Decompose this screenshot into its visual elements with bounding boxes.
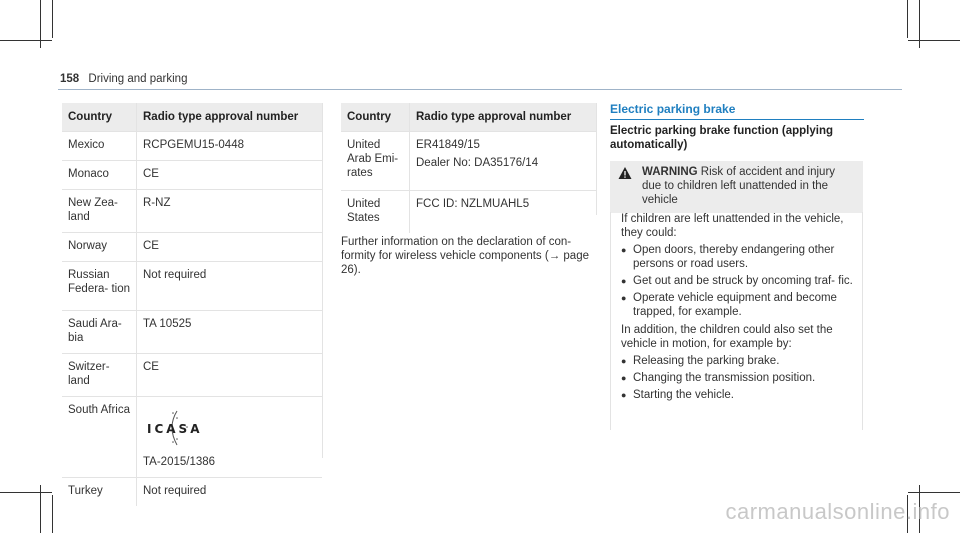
bullet-icon: ●	[621, 293, 627, 303]
country-cell: Saudi Ara- bia	[62, 311, 137, 354]
bullet-icon: ●	[621, 276, 627, 286]
table-row	[62, 233, 322, 262]
further-info-paragraph: Further information on the declaration of con- formity for wireless vehicle components (→ page 26).	[341, 236, 589, 276]
table-row	[62, 478, 322, 507]
approval-cell: CE	[137, 233, 323, 262]
table-row	[62, 397, 322, 478]
table-row	[62, 132, 322, 161]
country-cell: South Africa	[62, 397, 137, 478]
table-row	[62, 262, 322, 311]
icasa-text: ICASA	[147, 422, 203, 436]
warning-body	[610, 212, 863, 430]
approval-line: Dealer No: DA35176/14	[416, 157, 539, 169]
column-header-approval: Radio type approval number	[410, 103, 597, 132]
column-header-country: Country	[341, 103, 410, 132]
bullet-text: Open doors, thereby endangering other persons or road users.	[633, 244, 835, 270]
list-item	[621, 243, 862, 271]
approval-cell	[410, 132, 597, 191]
table-row	[62, 161, 322, 190]
warning-intro: If children are left unattended in the vehicle, they could:	[621, 213, 844, 239]
country-cell: Russian Federa- tion	[62, 262, 137, 311]
bullet-text: Operate vehicle equipment and become trapped, for example.	[633, 292, 837, 318]
bullet-text: Starting the vehicle.	[633, 389, 735, 401]
approval-cell	[137, 397, 323, 478]
bullet-icon: ●	[621, 373, 627, 383]
bullet-text: Releasing the parking brake.	[633, 355, 780, 367]
section-divider	[610, 119, 864, 120]
approval-cell: RCPGEMU15-0448	[137, 132, 323, 161]
approval-cell: Not required	[137, 478, 323, 507]
crop-mark	[0, 40, 52, 41]
warning-label: WARNING	[642, 166, 698, 178]
warning-addition: In addition, the children could also set the vehicle in motion, for example by:	[621, 324, 833, 350]
approval-cell: CE	[137, 161, 323, 190]
table-row	[62, 311, 322, 354]
approval-cell: TA 10525	[137, 311, 323, 354]
section-title: Electric parking brake	[610, 102, 736, 116]
country-cell: Norway	[62, 233, 137, 262]
country-cell: Monaco	[62, 161, 137, 190]
bullet-icon: ●	[621, 390, 627, 400]
approval-number: TA-2015/1386	[143, 456, 216, 468]
crop-mark	[0, 492, 52, 493]
column-header-approval: Radio type approval number	[137, 103, 323, 132]
approval-table-1	[62, 103, 322, 506]
bullet-icon: ●	[621, 245, 627, 255]
table-header-row	[341, 103, 596, 132]
section-name: Driving and parking	[88, 73, 188, 85]
bullet-icon: ●	[621, 356, 627, 366]
list-item	[621, 388, 862, 402]
crop-mark	[908, 492, 960, 493]
icasa-logo-icon	[147, 407, 237, 449]
crop-mark	[52, 495, 53, 533]
bullet-text: Get out and be struck by oncoming traf- fic.	[633, 275, 853, 287]
warning-box	[610, 161, 863, 213]
country-cell: Switzer- land	[62, 354, 137, 397]
table-row	[62, 354, 322, 397]
approval-cell: CE	[137, 354, 323, 397]
table-header-row	[62, 103, 322, 132]
subsection-title: Electric parking brake function (applying automatically)	[610, 125, 834, 151]
approval-cell: FCC ID: NZLMUAHL5	[410, 191, 597, 234]
country-cell: United Arab Emi- rates	[341, 132, 410, 191]
watermark: carmanualsonline.info	[725, 499, 950, 524]
approval-cell: R-NZ	[137, 190, 323, 233]
header-divider	[58, 89, 902, 90]
table-row	[341, 132, 596, 191]
list-item	[621, 291, 862, 319]
table-right-border	[596, 103, 597, 215]
bullet-text: Changing the transmission position.	[633, 372, 816, 384]
crop-mark	[908, 40, 960, 41]
country-cell: Turkey	[62, 478, 137, 507]
column-header-country: Country	[62, 103, 137, 132]
approval-line: ER41849/15	[416, 139, 480, 151]
crop-mark	[52, 0, 53, 38]
country-cell: United States	[341, 191, 410, 234]
page-number: 158	[60, 73, 80, 85]
list-item	[621, 354, 862, 368]
warning-message: Risk of accident and injury due to children left unattended in the vehicle	[642, 166, 836, 206]
approval-cell: Not required	[137, 262, 323, 311]
list-item	[621, 274, 862, 288]
table-row	[341, 191, 596, 234]
page-header	[60, 73, 187, 85]
warning-text	[642, 165, 857, 207]
list-item	[621, 371, 862, 385]
warning-triangle-icon	[618, 166, 632, 180]
table-row	[62, 190, 322, 233]
table-right-border	[322, 103, 323, 458]
country-cell: New Zea- land	[62, 190, 137, 233]
country-cell: Mexico	[62, 132, 137, 161]
crop-mark	[907, 0, 908, 38]
approval-table-2	[341, 103, 596, 233]
